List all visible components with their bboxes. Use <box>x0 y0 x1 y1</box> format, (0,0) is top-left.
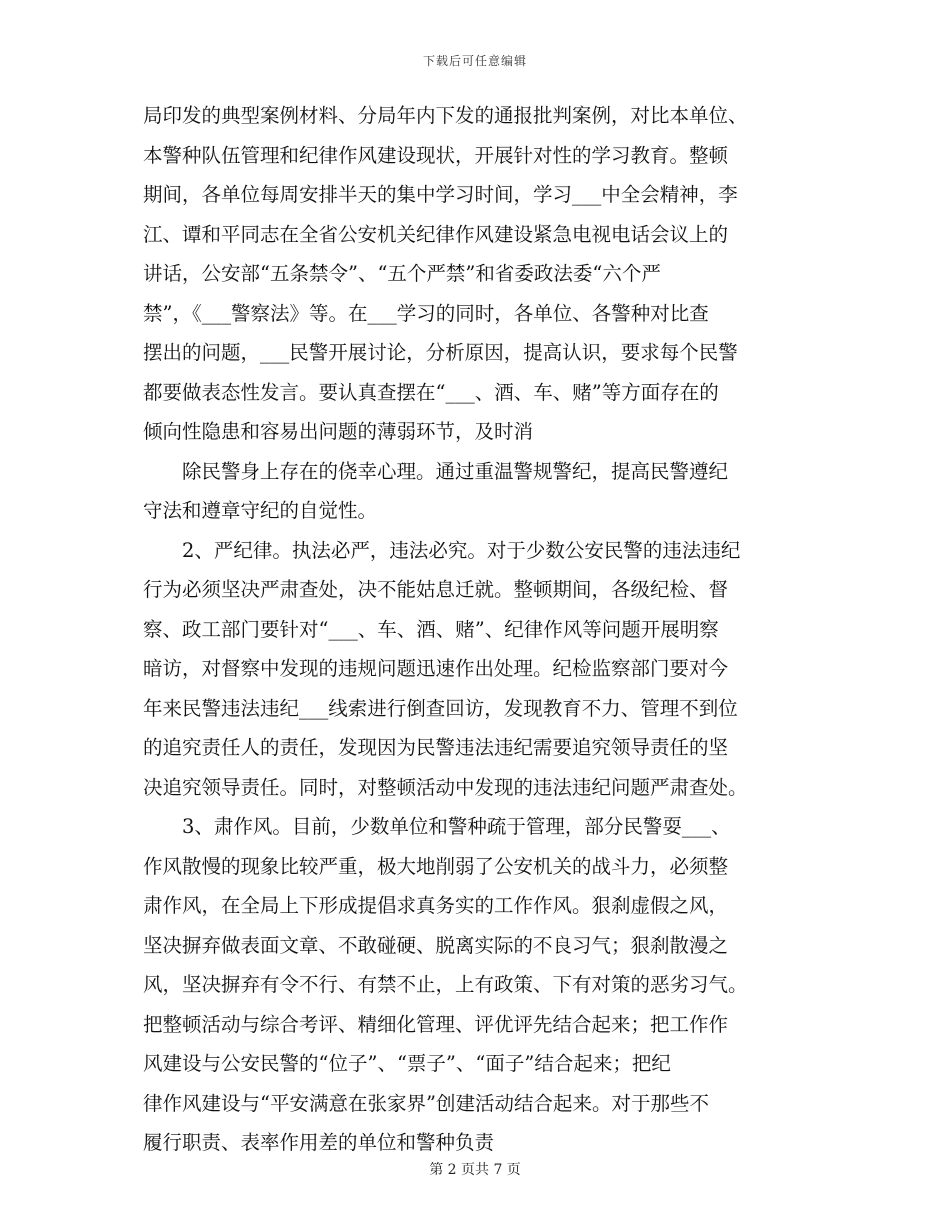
body-line: 风建设与公安民警的“位子”、“票子”、“面子”结合起来；把纪 <box>143 1052 671 1075</box>
body-line: 坚决摒弃做表面文章、不敢碰硬、脱离实际的不良习气；狠刹散漫之 <box>143 933 729 957</box>
body-line: 的追究责任人的责任，发现因为民警违法违纪需要追究领导责任的坚 <box>143 736 729 759</box>
body-line: 讲话，公安部“五条禁令”、“五个严禁”和省委政法委“六个严 <box>143 262 661 285</box>
body-line: 察、政工部门要针对“___、车、酒、赌”、纪律作风等问题开展明察 <box>143 617 719 641</box>
body-line: 局印发的典型案例材料、分局年内下发的通报批判案例，对比本单位、 <box>143 104 748 127</box>
body-line: 行为必须坚决严肃查处，决不能姑息迁就。整顿期间，各级纪检、督 <box>143 578 729 601</box>
document-body <box>143 96 813 1163</box>
body-line: 肃作风，在全局上下形成提倡求真务实的工作作风。狠刹虚假之风， <box>143 894 729 917</box>
body-line: 律作风建设与“平安满意在张家界”创建活动结合起来。对于那些不 <box>143 1091 709 1115</box>
body-line: 3、肃作风。目前，少数单位和警种疏于管理，部分民警耍___、 <box>182 815 731 838</box>
body-line: 把整顿活动与综合考评、精细化管理、评优评先结合起来；把工作作 <box>143 1012 729 1036</box>
body-line: 守法和遵章守纪的自觉性。 <box>143 499 378 522</box>
page-number: 第 2 页共 7 页 <box>429 1162 521 1178</box>
body-line: 除民警身上存在的侥幸心理。通过重温警规警纪，提高民警遵纪 <box>182 459 729 483</box>
body-line: 倾向性隐患和容易出问题的薄弱环节，及时消 <box>143 420 534 443</box>
body-line: 履行职责、表率作用差的单位和警种负责 <box>143 1131 495 1154</box>
body-line: 决追究领导责任。同时，对整顿活动中发现的违法违纪问题严肃查处。 <box>143 775 748 799</box>
body-line: 都要做表态性发言。要认真查摆在“___、酒、车、赌”等方面存在的 <box>143 380 719 404</box>
page-header: 下载后可任意编辑 <box>422 54 527 68</box>
body-line: 禁”，《___警察法》等。在___学习的同时，各单位、各警种对比查 <box>143 301 709 325</box>
body-line: 暗访，对督察中发现的违规问题迅速作出处理。纪检监察部门要对今 <box>143 657 729 680</box>
body-line: 风，坚决摒弃有令不行、有禁不止，上有政策、下有对策的恶劣习气。 <box>143 973 748 996</box>
body-line: 摆出的问题，___民警开展讨论，分析原因，提高认识，要求每个民警 <box>143 341 738 364</box>
body-line: 江、谭和平同志在全省公安机关纪律作风建设紧急电视电话会议上的 <box>143 222 729 246</box>
body-line: 期间，各单位每周安排半天的集中学习时间，学习___中全会精神，李 <box>143 183 738 206</box>
body-line: 年来民警违法违纪___线索进行倒查回访，发现教育不力、管理不到位 <box>143 696 738 720</box>
body-line: 作风散慢的现象比较严重，极大地削弱了公安机关的战斗力，必须整 <box>143 854 729 878</box>
body-line: 2、严纪律。执法必严，违法必究。对于少数公安民警的违法违纪 <box>182 538 741 562</box>
body-line: 本警种队伍管理和纪律作风建设现状，开展针对性的学习教育。整顿 <box>143 143 729 167</box>
